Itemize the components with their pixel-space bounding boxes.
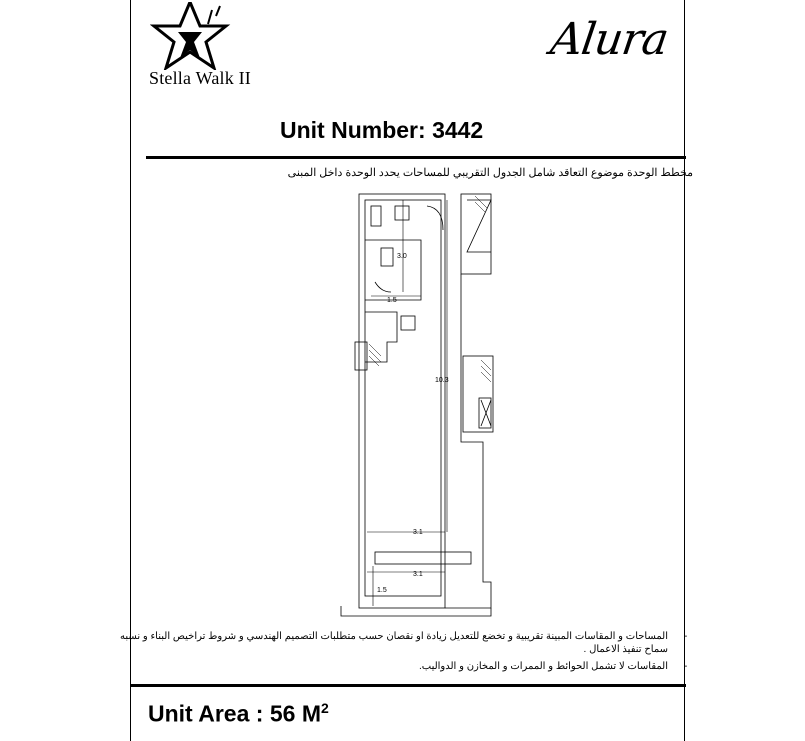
dimension-label-10-3: 10.3 bbox=[435, 377, 449, 384]
unit-area-value: 56 bbox=[269, 700, 296, 727]
stella-walk-logo bbox=[140, 2, 260, 94]
floor-plan-drawing bbox=[335, 192, 510, 617]
dimension-label-3-0: 3.0 bbox=[397, 253, 407, 260]
unit-number-label: Unit Number: bbox=[280, 117, 426, 143]
dimension-label-1-5-b: 1.5 bbox=[377, 587, 387, 594]
unit-area-unit: M bbox=[301, 700, 321, 727]
dimension-label-3-1-b: 3.1 bbox=[413, 571, 423, 578]
dimension-label-1-5-a: 1.5 bbox=[387, 297, 397, 304]
unit-number-value: 3442 bbox=[432, 117, 484, 143]
unit-area-heading bbox=[148, 700, 329, 728]
plan-description-arabic: مخطط الوحدة موضوع التعاقد شامل الجدول التقريبي للمساحات يحدد الوحدة داخل المبنى bbox=[287, 167, 693, 179]
alura-logo-text: Alura bbox=[547, 14, 672, 65]
unit-number-heading bbox=[280, 117, 483, 144]
top-divider bbox=[146, 156, 686, 159]
unit-area-label: Unit Area : bbox=[148, 700, 264, 727]
star-logo-icon bbox=[150, 2, 250, 70]
bottom-divider bbox=[130, 684, 686, 687]
plan-notes bbox=[120, 630, 690, 673]
stella-walk-brand-text: Stella Walk II bbox=[149, 68, 251, 88]
note-text: المقاسات لا تشمل الحوائط و الممرات و المخازن و الدواليب. bbox=[418, 661, 668, 672]
unit-area-superscript: 2 bbox=[321, 700, 329, 716]
note-bullet: - bbox=[684, 661, 688, 672]
note-bullet: - bbox=[684, 631, 688, 642]
note-item bbox=[120, 630, 690, 656]
note-text: المساحات و المقاسات المبينة تقريبية و تخضع للتعديل زيادة او نقصان حسب متطلبات التصميم الهندسي و شروط تراخيص البناء و نسبه سماح تنفيذ الاعمال . bbox=[120, 631, 668, 655]
alura-logo bbox=[545, 0, 685, 80]
note-item bbox=[120, 660, 690, 673]
dimension-label-3-1-a: 3.1 bbox=[413, 529, 423, 536]
